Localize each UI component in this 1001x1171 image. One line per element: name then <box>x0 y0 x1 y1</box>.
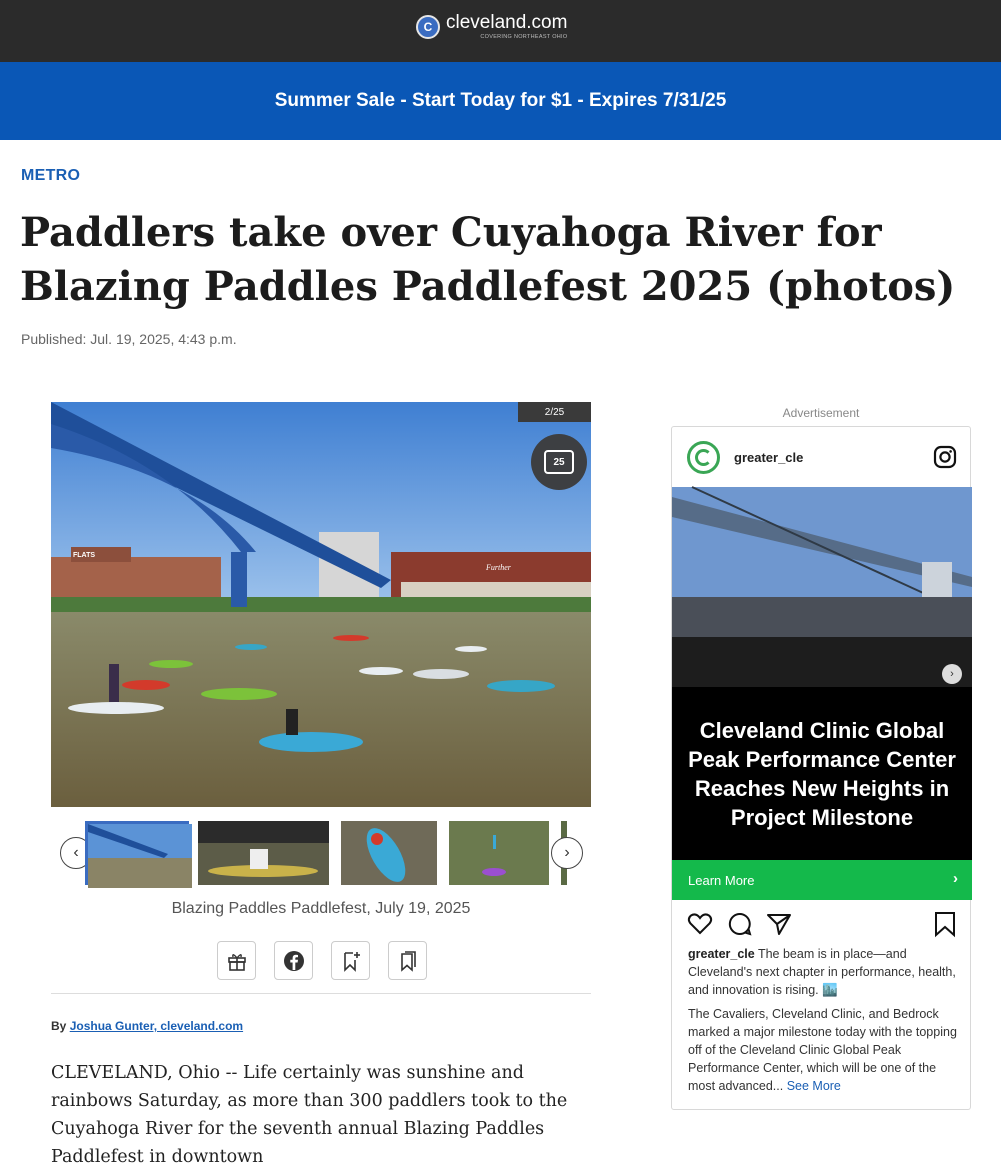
ad-label: Advertisement <box>782 406 860 420</box>
instagram-icon[interactable] <box>933 445 957 469</box>
gallery-next-button[interactable] <box>551 837 583 869</box>
ad-photo-image <box>672 487 972 687</box>
greater-cle-logo-icon <box>695 449 712 466</box>
promo-banner[interactable] <box>0 62 1001 140</box>
gallery-stack-icon: 25 <box>544 450 574 474</box>
gift-article-button[interactable] <box>217 941 256 980</box>
byline-prefix: By <box>51 1019 67 1033</box>
thumbnail-image <box>198 821 329 885</box>
save-article-button[interactable] <box>331 941 370 980</box>
chevron-right-icon: › <box>953 870 958 887</box>
promo-text: Summer Sale - Start Today for $1 - Expires 7/31/25 <box>274 90 727 111</box>
article-body: CLEVELAND, Ohio -- Life certainly was sunshine and rainbows Saturday, as more than 300 paddlers took to the Cuyahoga River for the seventh annual Blazing Paddles Paddlefest in downtown <box>51 1063 568 1167</box>
logo-tagline: COVERING NORTHEAST OHIO <box>480 34 568 40</box>
gallery-main-photo[interactable] <box>51 402 591 807</box>
ad-header <box>672 427 972 487</box>
thumbnail-3[interactable] <box>341 821 437 885</box>
ad-action-bar <box>687 911 957 937</box>
gallery-thumbnails <box>60 818 583 888</box>
gift-icon <box>226 950 248 972</box>
photo-sign-further: Further <box>486 563 511 572</box>
ad-headline: Cleveland Clinic Global Peak Performance Center Reaches New Heights in Project Milestone <box>688 717 956 830</box>
ad-caption-text-2: The Cavaliers, Cleveland Clinic, and Bedrock marked a major milestone today with the topping off of the Cleveland Clinic Global Peak Performance Center, which will be one of the most advanced... <box>688 1007 957 1093</box>
bookmarks-icon <box>397 950 419 972</box>
divider <box>51 993 591 994</box>
logo-text: cleveland.com <box>446 12 568 33</box>
thumbnail-image <box>449 821 549 885</box>
see-more-link[interactable]: See More <box>786 1079 841 1093</box>
chevron-left-icon: ‹ <box>73 844 79 861</box>
publish-date: Published: Jul. 19, 2025, 4:43 p.m. <box>21 331 237 347</box>
thumbnail-image <box>88 824 192 888</box>
bookmark-add-icon <box>340 950 362 972</box>
bookmark-icon[interactable] <box>933 911 957 937</box>
facebook-icon <box>283 950 305 972</box>
gallery-counter: 2/25 <box>518 402 591 422</box>
chevron-right-icon: › <box>564 844 570 861</box>
logo-mark-icon: C <box>416 15 440 39</box>
ad-caption-text-1: The beam is in place—and Cleveland's next chapter in performance, health, and innovation is rising. 🏙️ <box>688 947 956 997</box>
thumbnail-image <box>341 821 437 885</box>
share-toolbar <box>217 941 427 980</box>
gallery-caption: Blazing Paddles Paddlefest, July 19, 2025 <box>171 900 471 917</box>
ad-handle[interactable]: greater_cle <box>734 450 804 465</box>
ad-avatar[interactable] <box>687 441 720 474</box>
chevron-right-icon: › <box>950 668 954 680</box>
learn-more-button[interactable] <box>672 860 972 900</box>
site-logo[interactable] <box>416 14 567 40</box>
saved-articles-button[interactable] <box>388 941 427 980</box>
gallery-grid-button[interactable] <box>531 434 587 490</box>
ad-caption-para-1 <box>688 945 960 999</box>
comment-icon[interactable] <box>727 911 753 937</box>
instagram-ad[interactable] <box>671 426 971 1110</box>
learn-more-label: Learn More <box>688 872 755 888</box>
send-icon[interactable] <box>766 911 792 937</box>
photo-sign-flats: FLATS <box>73 552 96 559</box>
byline <box>51 1019 243 1033</box>
author-link[interactable]: Joshua Gunter, cleveland.com <box>69 1019 244 1033</box>
facebook-share-button[interactable] <box>274 941 313 980</box>
ad-photo[interactable] <box>672 487 972 687</box>
ad-caption-handle[interactable]: greater_cle <box>688 947 755 961</box>
article-headline: Paddlers take over Cuyahoga River for Blazing Paddles Paddlefest 2025 (photos) <box>20 209 956 310</box>
section-label[interactable]: METRO <box>21 167 81 184</box>
site-header <box>0 0 1001 62</box>
thumbnail-2[interactable] <box>198 821 329 885</box>
thumbnail-1[interactable] <box>85 821 189 885</box>
ad-next-button[interactable] <box>942 664 962 684</box>
gallery-photo-image <box>51 402 591 807</box>
ad-caption-para-2 <box>688 1005 960 1095</box>
heart-icon[interactable] <box>687 911 713 937</box>
thumbnail-4[interactable] <box>449 821 549 885</box>
ad-headline-panel <box>672 687 972 860</box>
ad-caption <box>688 945 960 1101</box>
